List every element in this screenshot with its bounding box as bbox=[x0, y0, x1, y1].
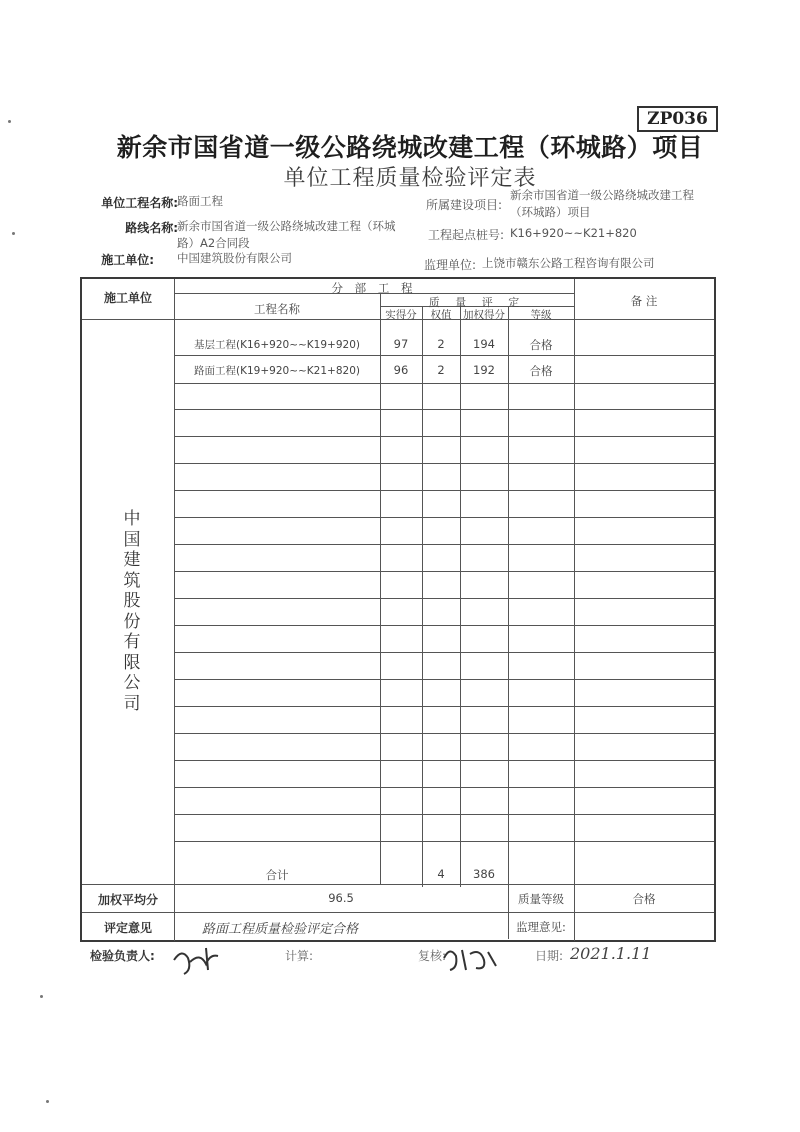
quality-grade-label: 质量等级 bbox=[518, 892, 564, 906]
total-label: 合计 bbox=[265, 868, 289, 882]
inspector-label: 检验负责人: bbox=[90, 949, 155, 963]
weighted-score-header: 加权得分 bbox=[463, 309, 505, 321]
date-label: 日期: bbox=[535, 949, 564, 963]
construction-project-label: 所属建设项目: bbox=[425, 198, 502, 212]
table-row-2-grade: 合格 bbox=[529, 364, 553, 378]
table-row-1-weighted: 194 bbox=[473, 337, 495, 351]
route-value-line1: 新余市国省道一级公路绕城改建工程（环城 bbox=[177, 219, 396, 233]
unit-project-value: 路面工程 bbox=[177, 194, 223, 208]
supervisor-value: 上饶市赣东公路工程咨询有限公司 bbox=[482, 256, 655, 270]
contractor-vertical-name: 中国建筑股份有限公司 bbox=[123, 509, 141, 714]
construction-project-value bbox=[510, 187, 710, 221]
date-value: 2021.1.11 bbox=[570, 944, 652, 963]
reviewer-signature bbox=[440, 940, 500, 974]
subproject-group-header: 分 部 工 程 bbox=[331, 281, 417, 295]
opinion-handwritten: 路面工程质量检验评定合格 bbox=[202, 922, 359, 937]
total-weight: 4 bbox=[437, 867, 445, 881]
table-row-1-score: 97 bbox=[393, 337, 409, 351]
remarks-header: 备 注 bbox=[630, 294, 658, 308]
supervisor-label: 监理单位: bbox=[423, 258, 476, 272]
opinion-label: 评定意见 bbox=[103, 921, 152, 935]
scan-speck bbox=[8, 120, 11, 123]
calculator-label: 计算: bbox=[285, 949, 314, 963]
construction-project-line2: （环城路）项目 bbox=[510, 205, 591, 219]
quality-assessment-header: 质 量 评 定 bbox=[428, 296, 526, 309]
reviewer-label: 复核: bbox=[418, 949, 447, 963]
table-row-1-name: 基层工程(K16+920~~K19+920) bbox=[194, 339, 360, 351]
quality-grade-value: 合格 bbox=[632, 892, 656, 906]
scan-speck bbox=[46, 1100, 49, 1103]
chainage-label: 工程起点桩号: bbox=[427, 228, 504, 242]
total-weighted: 386 bbox=[473, 867, 495, 881]
table-row-2-name: 路面工程(K19+920~~K21+820) bbox=[194, 365, 360, 377]
form-code: ZP036 bbox=[637, 106, 718, 132]
document-subtitle: 单位工程质量检验评定表 bbox=[283, 166, 537, 191]
project-name-header: 工程名称 bbox=[254, 302, 300, 316]
table-row-1-weight: 2 bbox=[437, 337, 445, 351]
scan-speck bbox=[40, 995, 43, 998]
route-label: 路线名称: bbox=[125, 221, 178, 235]
table-row-2-score: 96 bbox=[393, 363, 409, 377]
table-row-1-grade: 合格 bbox=[529, 338, 553, 352]
route-value bbox=[177, 218, 422, 252]
chainage-value: K16+920~~K21+820 bbox=[510, 226, 637, 240]
contractor-value: 中国建筑股份有限公司 bbox=[177, 251, 292, 265]
route-value-line2: 路）A2合同段 bbox=[177, 236, 250, 250]
contractor-label: 施工单位: bbox=[101, 253, 154, 267]
scan-speck bbox=[12, 232, 15, 235]
document-title: 新余市国省道一级公路绕城改建工程（环城路）项目 bbox=[116, 133, 704, 162]
inspector-signature bbox=[170, 940, 225, 978]
weight-header: 权值 bbox=[430, 309, 452, 321]
table-row-2-weighted: 192 bbox=[473, 363, 495, 377]
score-header: 实得分 bbox=[385, 309, 417, 321]
weighted-average-value: 96.5 bbox=[328, 891, 354, 905]
evaluation-table bbox=[80, 277, 716, 942]
contractor-column-header: 施工单位 bbox=[103, 291, 152, 305]
construction-project-line1: 新余市国省道一级公路绕城改建工程 bbox=[510, 188, 694, 202]
grade-header: 等级 bbox=[530, 309, 552, 321]
table-row-2-weight: 2 bbox=[437, 363, 445, 377]
unit-project-label: 单位工程名称: bbox=[101, 196, 178, 210]
weighted-average-label: 加权平均分 bbox=[97, 893, 158, 907]
supervisor-opinion-label: 监理意见: bbox=[516, 920, 566, 934]
